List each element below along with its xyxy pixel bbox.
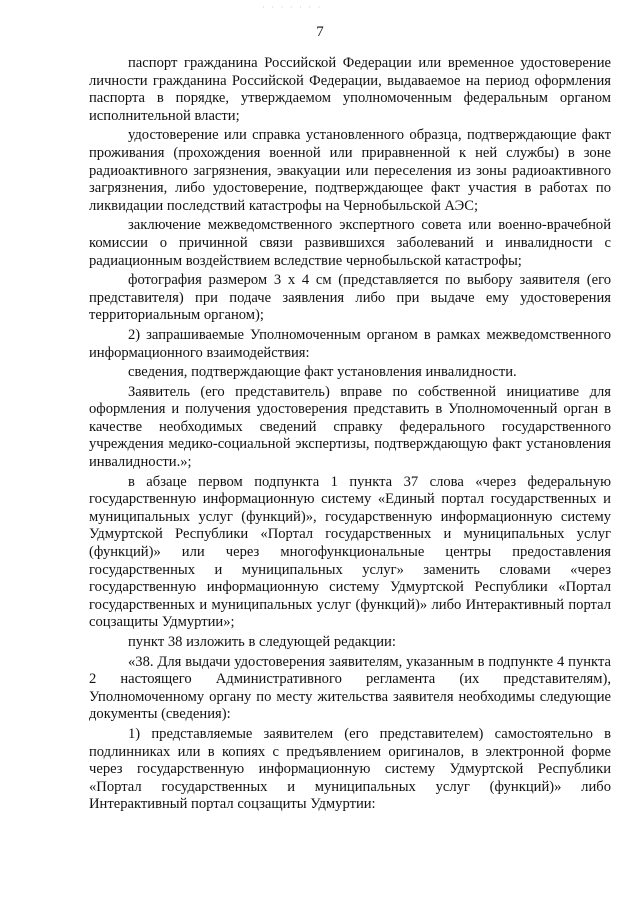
paragraph-item-38-subitem-1: 1) представляемые заявителем (его представителем) самостоятельно в подлинниках или в копиях с предъявлением оригиналов, в электронной форме через государственную информационную систему Удмуртской Республики «Портал государственных и муниципальных услуг (функций)» либо Интерактивный портал соцзащиты Удмуртии: xyxy=(89,725,611,813)
paragraph-amendment-item-37: в абзаце первом подпункта 1 пункта 37 слова «через федеральную государственную информационную систему «Единый портал государственных и муниципальных услуг (функций)», государственную информационную систему Удмуртской Республики «Портал государственных и муниципальных услуг (функций)» или через многофункциональные центры предоставления государственных и муниципальных услуг» заменить словами «через государственную информационную систему Удмуртской Республики «Портал государственных и муниципальных услуг (функций)» либо Интерактивный портал соцзащиты Удмуртии»; xyxy=(89,473,611,631)
paragraph-passport: паспорт гражданина Российской Федерации или временное удостоверение личности гражданина Российской Федерации, выдаваемое на период оформления паспорта в порядке, утверждаемом уполномоченным федеральным органом исполнительной власти; xyxy=(89,55,611,124)
paragraph-item-38-intro: пункт 38 изложить в следующей редакции: xyxy=(128,634,396,650)
paragraph-expert-council-conclusion: заключение межведомственного экспертного совета или военно-врачебной комиссии о причинной связи развившихся заболеваний и инвалидности с радиационным воздействием вследствие чернобыльской катастрофы; xyxy=(89,217,611,269)
paragraph-residence-certificate: удостоверение или справка установленного образца, подтверждающие факт проживания (прохождения военной или приравненной к ней службы) в зоне радиоактивного загрязнения, эвакуации или переселения из зоны радиоактивного загрязнения, либо удостоверение, подтверждающее факт участия в работах по ликвидации последствий катастрофы на Чернобыльской АЭС; xyxy=(89,127,611,214)
paragraph-requested-documents: 2) запрашиваемые Уполномоченным органом в рамках межведомственного информационного взаимодействия: xyxy=(89,326,611,361)
document-body xyxy=(89,55,611,816)
paragraph-disability-info: сведения, подтверждающие факт установления инвалидности. xyxy=(128,364,517,381)
paragraph-photograph: фотография размером 3 х 4 см (представляется по выбору заявителя (его представителя) при подаче заявления либо при выдаче ему удостоверения территориальным органом); xyxy=(89,272,611,324)
paragraph-item-38-text: «38. Для выдачи удостоверения заявителям, указанным в подпункте 4 пункта 2 настоящего Административного регламента (их представителям), Уполномоченному органу по месту жительства заявителя необходимы следующие документы (сведения): xyxy=(89,653,611,723)
paragraph-applicant-initiative: Заявитель (его представитель) вправе по собственной инициативе для оформления и получения удостоверения представить в Уполномоченный орган в качестве необходимых сведений справку федерального государственного учреждения медико-социальной экспертизы, подтверждающую факт установления инвалидности.»; xyxy=(89,383,611,471)
page-number: 7 xyxy=(316,24,324,40)
scan-artifact-mark: · · · · · · · xyxy=(262,2,323,12)
